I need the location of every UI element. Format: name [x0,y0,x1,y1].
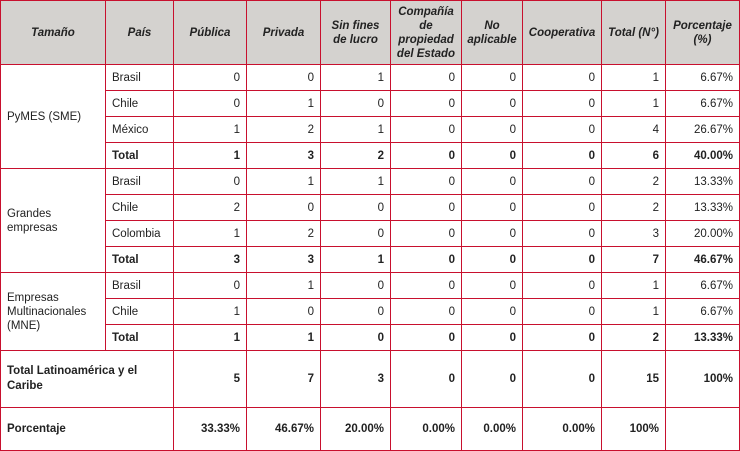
value-cell: 0 [523,65,602,91]
value-cell: 0 [462,195,523,221]
value-cell: 2 [602,195,666,221]
value-cell: 0 [523,351,602,408]
value-cell: 1 [247,325,321,351]
value-cell: 1 [321,117,391,143]
value-cell: 1 [174,143,247,169]
value-cell: 0 [462,91,523,117]
value-cell: 4 [602,117,666,143]
value-cell: 0 [174,65,247,91]
header-public: Pública [174,1,247,65]
value-cell: 1 [174,299,247,325]
value-cell: 0 [391,195,462,221]
value-cell: 0 [462,351,523,408]
value-cell: 0 [247,65,321,91]
value-cell: 15 [602,351,666,408]
value-cell: 5 [174,351,247,408]
country-cell: Chile [106,299,174,325]
size-category-cell: PyMES (SME) [1,65,106,169]
value-cell: 6.67% [666,273,740,299]
value-cell: 0 [321,195,391,221]
value-cell: 0 [174,273,247,299]
value-cell: 13.33% [666,195,740,221]
value-cell: 1 [321,169,391,195]
value-cell: 3 [321,351,391,408]
value-cell: 0 [462,325,523,351]
value-cell: 3 [602,221,666,247]
value-cell: 2 [321,143,391,169]
header-row [1,1,740,65]
value-cell: 0 [462,65,523,91]
value-cell: 0 [523,91,602,117]
value-cell: 100% [666,351,740,408]
value-cell: 6.67% [666,299,740,325]
subtotal-label: Total [106,143,174,169]
value-cell: 20.00% [666,221,740,247]
value-cell: 40.00% [666,143,740,169]
value-cell: 0 [523,143,602,169]
value-cell: 1 [247,91,321,117]
percentage-row-label: Porcentaje [1,408,174,451]
value-cell: 0 [391,117,462,143]
value-cell: 46.67% [247,408,321,451]
value-cell: 20.00% [321,408,391,451]
value-cell: 0 [523,325,602,351]
value-cell: 0 [391,351,462,408]
value-cell: 1 [174,117,247,143]
table-row [1,221,740,247]
value-cell: 0 [462,273,523,299]
group-total-row [1,143,740,169]
grand-total-row-label: Total Latinoamérica y el Caribe [1,351,174,408]
value-cell: 0 [391,273,462,299]
header-nonprofit: Sin fines de lucro [321,1,391,65]
value-cell: 33.33% [174,408,247,451]
value-cell: 2 [247,117,321,143]
value-cell: 0.00% [523,408,602,451]
value-cell: 0 [523,169,602,195]
header-private: Privada [247,1,321,65]
value-cell: 1 [247,273,321,299]
value-cell: 26.67% [666,117,740,143]
header-size: Tamaño [1,1,106,65]
value-cell: 6.67% [666,65,740,91]
value-cell: 0 [462,169,523,195]
header-state-owned: Compañía de propiedad del Estado [391,1,462,65]
value-cell: 1 [174,221,247,247]
value-cell: 0 [462,143,523,169]
value-cell: 0 [391,325,462,351]
value-cell: 0 [462,117,523,143]
table-row [1,91,740,117]
value-cell: 100% [602,408,666,451]
value-cell: 1 [602,91,666,117]
value-cell: 0 [321,325,391,351]
header-country: País [106,1,174,65]
subtotal-label: Total [106,325,174,351]
value-cell: 1 [602,65,666,91]
value-cell: 0.00% [391,408,462,451]
value-cell: 0 [462,221,523,247]
value-cell: 1 [602,273,666,299]
value-cell: 0 [523,195,602,221]
size-category-cell: Grandes empresas [1,169,106,273]
value-cell: 3 [247,247,321,273]
value-cell: 13.33% [666,169,740,195]
value-cell: 0 [462,247,523,273]
value-cell: 2 [602,169,666,195]
value-cell: 13.33% [666,325,740,351]
value-cell: 3 [174,247,247,273]
value-cell: 0 [391,221,462,247]
country-cell: Chile [106,91,174,117]
value-cell: 7 [602,247,666,273]
value-cell: 0 [321,221,391,247]
value-cell: 0 [391,169,462,195]
value-cell: 0 [523,247,602,273]
value-cell: 7 [247,351,321,408]
value-cell: 0 [174,169,247,195]
value-cell: 1 [321,247,391,273]
subtotal-label: Total [106,247,174,273]
value-cell: 46.67% [666,247,740,273]
value-cell: 0 [391,143,462,169]
country-cell: Brasil [106,65,174,91]
value-cell: 1 [174,325,247,351]
header-not-applicable: No aplicable [462,1,523,65]
country-cell: México [106,117,174,143]
table-row [1,65,740,91]
value-cell: 1 [321,65,391,91]
country-cell: Chile [106,195,174,221]
group-total-row [1,247,740,273]
value-cell: 0 [391,299,462,325]
value-cell: 0 [391,91,462,117]
header-percentage: Porcentaje (%) [666,1,740,65]
size-category-cell: Empresas Multinacionales (MNE) [1,273,106,351]
country-cell: Colombia [106,221,174,247]
table-row [1,299,740,325]
value-cell [666,408,740,451]
table-row [1,273,740,299]
group-total-row [1,325,740,351]
value-cell: 0.00% [462,408,523,451]
value-cell: 0 [174,91,247,117]
value-cell: 2 [602,325,666,351]
value-cell: 6.67% [666,91,740,117]
value-cell: 0 [523,117,602,143]
grand-total-row [1,351,740,408]
value-cell: 0 [321,91,391,117]
country-cell: Brasil [106,273,174,299]
value-cell: 1 [247,169,321,195]
table-row [1,117,740,143]
value-cell: 0 [523,299,602,325]
country-cell: Brasil [106,169,174,195]
value-cell: 0 [247,195,321,221]
value-cell: 0 [391,65,462,91]
value-cell: 0 [391,247,462,273]
value-cell: 0 [523,221,602,247]
table-row [1,169,740,195]
value-cell: 3 [247,143,321,169]
value-cell: 2 [174,195,247,221]
percentage-row [1,408,740,451]
value-cell: 0 [321,299,391,325]
value-cell: 0 [321,273,391,299]
table-row [1,195,740,221]
value-cell: 0 [247,299,321,325]
header-cooperative: Cooperativa [523,1,602,65]
value-cell: 6 [602,143,666,169]
value-cell: 2 [247,221,321,247]
header-total: Total (N°) [602,1,666,65]
value-cell: 0 [523,273,602,299]
value-cell: 1 [602,299,666,325]
value-cell: 0 [462,299,523,325]
